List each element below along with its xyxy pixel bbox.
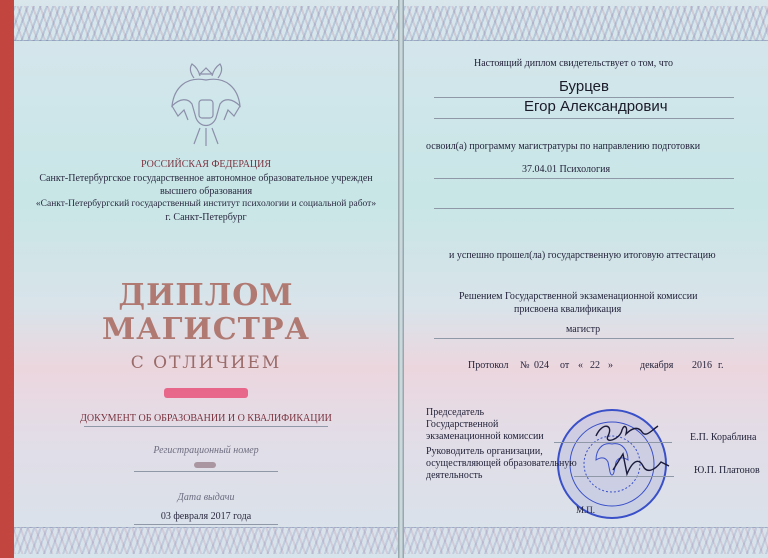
protocol-month: декабря <box>640 360 674 371</box>
intro-text: Настоящий диплом свидетельствует о том, что <box>474 58 673 69</box>
redacted-registration-number <box>194 462 216 468</box>
country-label: РОССИЙСКАЯ ФЕДЕРАЦИЯ <box>140 159 272 170</box>
quote-close: » <box>608 360 613 371</box>
chair-title-line-2: Государственной <box>426 419 499 430</box>
ornamental-border-bottom-right <box>404 527 768 554</box>
qualification-underline <box>434 338 734 339</box>
protocol-number: 024 <box>534 360 549 371</box>
qualification-value: магистр <box>566 324 601 335</box>
protocol-day: 22 <box>590 360 600 371</box>
attestation-text: и успешно прошел(ла) государственную итоговую аттестацию <box>449 250 716 261</box>
holder-given-names: Егор Александрович <box>524 98 668 115</box>
program-mastered-text: освоил(а) программу магистратуры по направлению подготовки <box>426 141 701 152</box>
protocol-year-suffix: г. <box>718 360 724 371</box>
registration-number-label: Регистрационный номер <box>153 445 259 456</box>
head-title-line-1: Руководитель организации, <box>426 446 543 457</box>
diploma-degree: МАГИСТРА <box>102 312 310 347</box>
decision-line-1: Решением Государственной экзаменационной комиссии <box>459 291 698 302</box>
institution-line-1: Санкт-Петербургское государственное автономное образовательное учрежден <box>39 173 373 184</box>
ornamental-border-top-right <box>404 6 768 41</box>
quote-open: « <box>578 360 583 371</box>
program-underline <box>434 178 734 179</box>
document-type-label: ДОКУМЕНТ ОБ ОБРАЗОВАНИИ И О КВАЛИФИКАЦИИ <box>80 413 332 424</box>
ornamental-border-top <box>14 6 398 41</box>
chair-signature <box>592 418 662 448</box>
coat-of-arms-emblem <box>166 58 246 154</box>
program-code: 37.04.01 Психология <box>522 164 611 175</box>
institution-line-3: «Санкт-Петербургский государственный институт психологии и социальной работ» <box>35 199 377 209</box>
issue-date-value: 03 февраля 2017 года <box>160 511 252 522</box>
head-name: Ю.П. Платонов <box>694 465 760 476</box>
protocol-number-sign: № <box>520 360 530 371</box>
holder-surname: Бурцев <box>559 78 609 95</box>
protocol-row <box>468 360 758 376</box>
program-underline-2 <box>434 208 734 209</box>
redacted-serial-number <box>164 388 248 398</box>
protocol-label: Протокол <box>468 360 509 371</box>
chair-title-line-1: Председатель <box>426 407 485 418</box>
decision-line-2: присвоена квалификация <box>514 304 622 315</box>
names-underline <box>434 118 734 119</box>
chair-title-line-3: экзаменационной комиссии <box>426 431 544 442</box>
institution-line-2: высшего образования <box>159 186 253 197</box>
diploma-right-page <box>404 0 768 558</box>
issue-date-underline <box>134 524 278 525</box>
registration-underline <box>134 471 278 472</box>
city-label: г. Санкт-Петербург <box>165 212 247 223</box>
head-title-line-3: деятельность <box>426 470 483 481</box>
divider-line <box>84 426 328 427</box>
head-signature <box>609 448 673 480</box>
chair-name: Е.П. Кораблина <box>690 432 757 443</box>
head-title-line-2: осуществляющей образовательную <box>426 458 577 469</box>
honors-label: С ОТЛИЧИЕМ <box>130 353 282 373</box>
seal-label: М.П. <box>576 505 596 515</box>
diploma-left-page <box>14 0 399 558</box>
issue-date-label: Дата выдачи <box>177 492 235 503</box>
ornamental-border-bottom <box>14 527 398 554</box>
protocol-year: 2016 <box>692 360 712 371</box>
protocol-from-label: от <box>560 360 570 371</box>
diploma-title: ДИПЛОМ <box>118 278 294 313</box>
